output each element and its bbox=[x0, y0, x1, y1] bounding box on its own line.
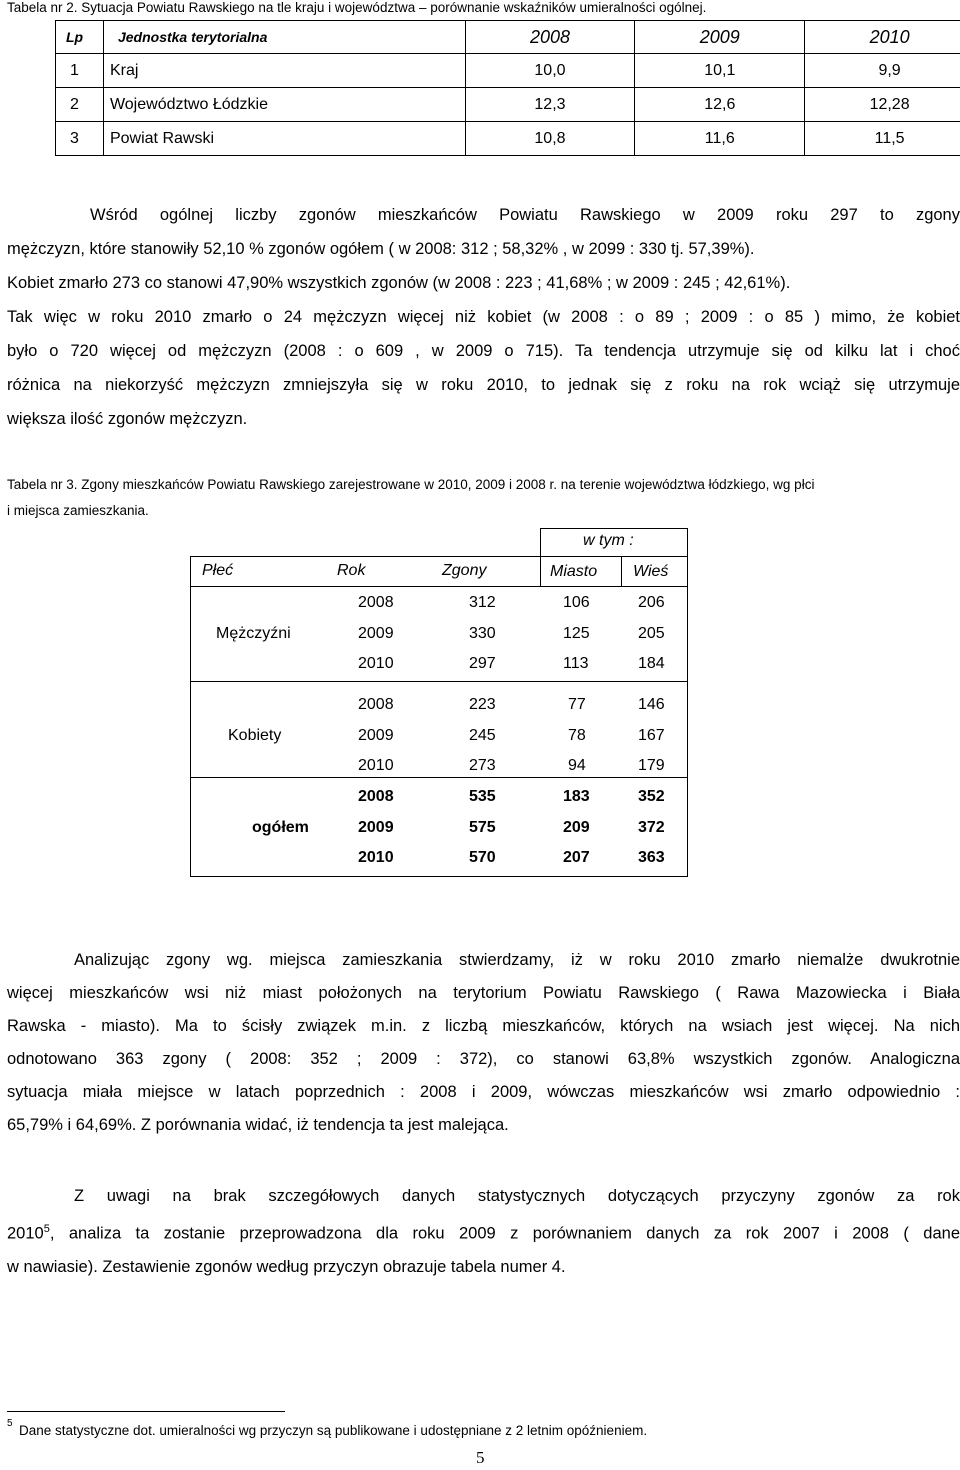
table2-caption: Tabela nr 2. Sytuacja Powiatu Rawskiego na tle kraju i województwa – porównanie wskaźników umieralności ogólnej. bbox=[7, 0, 707, 15]
cell-zgony: 312 bbox=[469, 594, 496, 611]
cell-rok: 2010 bbox=[358, 655, 394, 672]
table2 bbox=[55, 20, 960, 156]
year-text: 2010 bbox=[7, 1224, 44, 1243]
cell-wies: 363 bbox=[638, 849, 665, 866]
cell-rok: 2010 bbox=[358, 849, 394, 866]
cell-2010: 11,5 bbox=[805, 122, 960, 156]
table-row bbox=[56, 88, 960, 122]
paragraph-causes-of-death bbox=[7, 1180, 960, 1284]
cell-wies: 352 bbox=[638, 788, 665, 805]
cell-zgony: 575 bbox=[469, 819, 496, 836]
paragraph-line: różnica na niekorzyść mężczyzn zmniejszyła się w roku 2010, to jednak się z roku na rok wciąż się utrzymuje bbox=[7, 376, 960, 394]
cell-zgony: 273 bbox=[469, 757, 496, 774]
cell-wies: 146 bbox=[638, 696, 665, 713]
cell-unit: Kraj bbox=[103, 54, 465, 88]
cell-zgony: 245 bbox=[469, 727, 496, 744]
cell-miasto: 207 bbox=[563, 849, 590, 866]
paragraph-mortality-gender bbox=[7, 198, 960, 436]
paragraph-line: odnotowano 363 zgony ( 2008: 352 ; 2009 : 372), co stanowi 63,8% wszystkich zgonów. Analogiczna bbox=[7, 1050, 960, 1068]
header-lp: Lp bbox=[56, 21, 104, 54]
paragraph-line bbox=[7, 1213, 960, 1251]
cell-wies: 167 bbox=[638, 727, 665, 744]
cell-lp: 2 bbox=[56, 88, 104, 122]
header-zgony: Zgony bbox=[442, 562, 487, 579]
cell-wies: 372 bbox=[638, 819, 665, 836]
cell-rok: 2009 bbox=[358, 727, 394, 744]
cell-rok: 2010 bbox=[358, 757, 394, 774]
cell-wies: 206 bbox=[638, 594, 665, 611]
paragraph-line-rest: , analiza ta zostanie przeprowadzona dla roku 2009 z porównaniem danych za rok 2007 i 2008 ( dane bbox=[49, 1224, 960, 1243]
paragraph-line: mężczyzn, które stanowiły 52,10 % zgonów ogółem ( w 2008: 312 ; 58,32% , w 2099 : 330 tj. 57,39%). bbox=[7, 240, 755, 258]
cell-unit: Województwo Łódzkie bbox=[103, 88, 465, 122]
footnote-number: 5 bbox=[7, 1418, 13, 1429]
paragraph-line: 65,79% i 64,69%. Z porównania widać, iż tendencja ta jest malejąca. bbox=[7, 1116, 509, 1134]
cell-rok: 2009 bbox=[358, 625, 394, 642]
cell-zgony: 297 bbox=[469, 655, 496, 672]
cell-2008: 12,3 bbox=[465, 88, 635, 122]
table2-header-row bbox=[56, 21, 960, 54]
header-plec: Płeć bbox=[202, 562, 234, 579]
cell-miasto: 78 bbox=[568, 727, 586, 744]
header-unit: Jednostka terytorialna bbox=[103, 21, 465, 54]
cell-wies: 205 bbox=[638, 625, 665, 642]
cell-2008: 10,0 bbox=[465, 54, 635, 88]
header-2010: 2010 bbox=[805, 21, 960, 54]
group-label-men: Mężczyźni bbox=[216, 625, 291, 642]
group-label-women: Kobiety bbox=[228, 727, 282, 744]
footnote-separator bbox=[7, 1411, 285, 1412]
footnote-ref[interactable]: 5 bbox=[43, 1223, 50, 1235]
table-row bbox=[56, 54, 960, 88]
cell-miasto: 106 bbox=[563, 594, 590, 611]
header-rok: Rok bbox=[337, 562, 366, 579]
header-wtym: w tym : bbox=[583, 532, 634, 549]
cell-2010: 9,9 bbox=[805, 54, 960, 88]
cell-wies: 179 bbox=[638, 757, 665, 774]
cell-2009: 12,6 bbox=[635, 88, 805, 122]
cell-rok: 2008 bbox=[358, 788, 394, 805]
cell-miasto: 183 bbox=[563, 788, 590, 805]
header-2009: 2009 bbox=[635, 21, 805, 54]
cell-miasto: 77 bbox=[568, 696, 586, 713]
cell-zgony: 570 bbox=[469, 849, 496, 866]
cell-rok: 2009 bbox=[358, 819, 394, 836]
table3-caption: Tabela nr 3. Zgony mieszkańców Powiatu Rawskiego zarejestrowane w 2010, 2009 i 2008 r. na terenie województwa łódzkiego, wg płci bbox=[7, 477, 815, 492]
paragraph-line: Tak więc w roku 2010 zmarło o 24 mężczyzn więcej niż kobiet (w 2008 : o 89 ; 2009 : o 85 ) mimo, że kobiet bbox=[7, 308, 960, 326]
cell-zgony: 535 bbox=[469, 788, 496, 805]
paragraph-line: Analizując zgony wg. miejsca zamieszkania stwierdzamy, iż w roku 2010 zmarło niemalże dwukrotnie bbox=[74, 951, 960, 969]
cell-unit: Powiat Rawski bbox=[103, 122, 465, 156]
cell-lp: 1 bbox=[56, 54, 104, 88]
cell-2010: 12,28 bbox=[805, 88, 960, 122]
cell-miasto: 94 bbox=[568, 757, 586, 774]
cell-zgony: 330 bbox=[469, 625, 496, 642]
group-label-total: ogółem bbox=[252, 819, 309, 836]
paragraph-line: w nawiasie). Zestawienie zgonów według przyczyn obrazuje tabela numer 4. bbox=[7, 1257, 566, 1276]
cell-2008: 10,8 bbox=[465, 122, 635, 156]
cell-miasto: 113 bbox=[563, 655, 589, 672]
paragraph-line: większa ilość zgonów mężczyzn. bbox=[7, 410, 248, 428]
paragraph-line: więcej mieszkańców wsi niż miast położonych na terytorium Powiatu Rawskiego ( Rawa Mazowiecka i Biała bbox=[7, 984, 960, 1002]
paragraph-place-of-residence bbox=[7, 944, 960, 1142]
header-wies: Wieś bbox=[633, 563, 669, 580]
table3-caption-cont: i miejsca zamieszkania. bbox=[7, 503, 149, 518]
cell-wies: 184 bbox=[638, 655, 665, 672]
cell-2009: 11,6 bbox=[635, 122, 805, 156]
table-row bbox=[56, 122, 960, 156]
paragraph-line: Kobiet zmarło 273 co stanowi 47,90% wszystkich zgonów (w 2008 : 223 ; 41,68% ; w 2009 : 245 ; 42,61%). bbox=[7, 274, 791, 292]
paragraph-line: sytuacja miała miejsce w latach poprzednich : 2008 i 2009, wówczas mieszkańców wsi zmarło odpowiednio : bbox=[7, 1083, 960, 1101]
paragraph-line: było o 720 więcej od mężczyzn (2008 : o 609 , w 2009 o 715). Ta tendencja utrzymuje się od kilku lat i choć bbox=[7, 342, 960, 360]
footnote-text: Dane statystyczne dot. umieralności wg przyczyn są publikowane i udostępniane z 2 letnim opóźnieniem. bbox=[19, 1423, 648, 1438]
cell-miasto: 125 bbox=[563, 625, 590, 642]
cell-2009: 10,1 bbox=[635, 54, 805, 88]
cell-zgony: 223 bbox=[469, 696, 496, 713]
header-miasto: Miasto bbox=[550, 563, 598, 580]
cell-lp: 3 bbox=[56, 122, 104, 156]
paragraph-line: Z uwagi na brak szczegółowych danych statystycznych dotyczących przyczyny zgonów za rok bbox=[74, 1187, 960, 1205]
cell-miasto: 209 bbox=[563, 819, 590, 836]
cell-rok: 2008 bbox=[358, 696, 394, 713]
paragraph-line: Rawska - miasto). Ma to ścisły związek m.in. z liczbą mieszkańców, których na wsiach jest więcej. Na nich bbox=[7, 1017, 960, 1035]
cell-rok: 2008 bbox=[358, 594, 394, 611]
page-number: 5 bbox=[476, 1448, 485, 1467]
paragraph-line: Wśród ogólnej liczby zgonów mieszkańców Powiatu Rawskiego w 2009 roku 297 to zgony bbox=[90, 206, 960, 224]
header-2008: 2008 bbox=[465, 21, 635, 54]
